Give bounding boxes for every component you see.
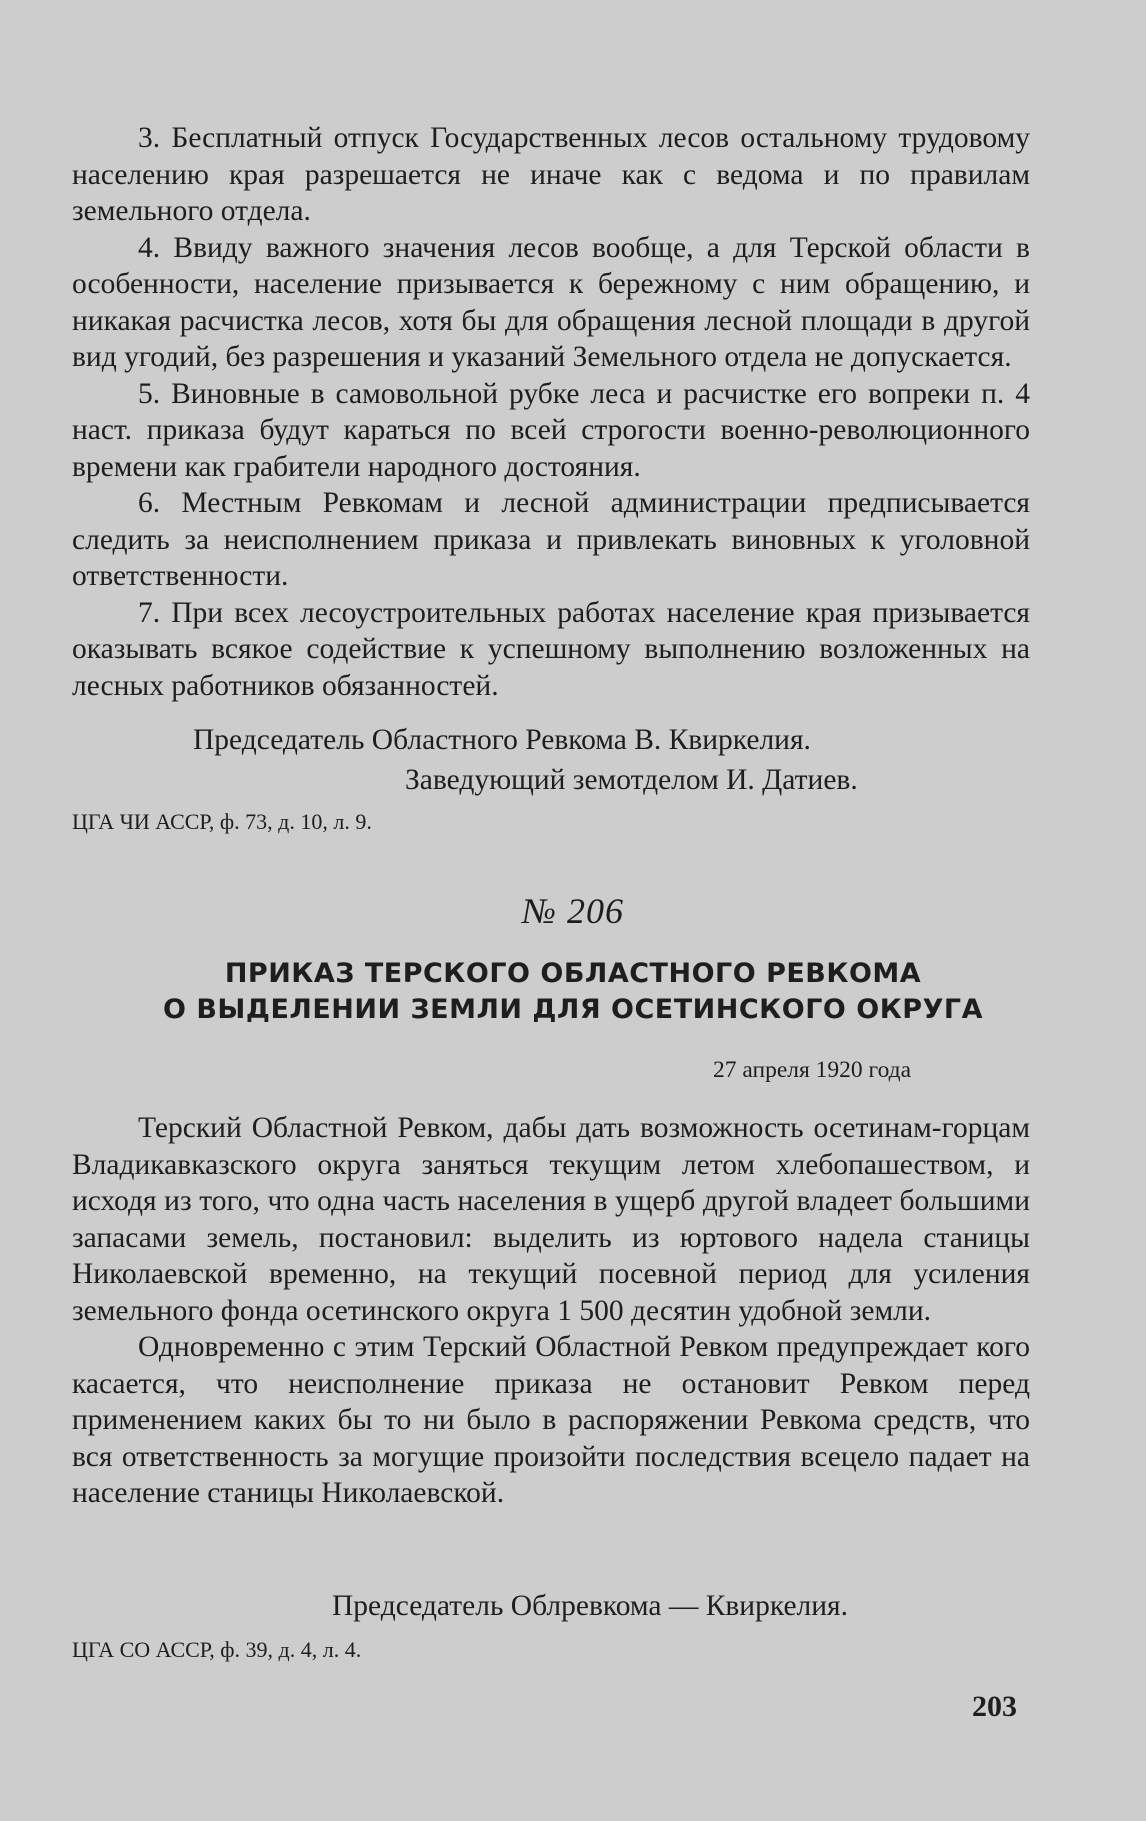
document-title-line-1: ПРИКАЗ ТЕРСКОГО ОБЛАСТНОГО РЕВКОМА <box>224 958 922 989</box>
body-paragraph-1: Терский Областной Ревком, дабы дать возможность осетинам-горцам Владикавказского округа заняться текущим летом хлебопашеством, и исходя из того, что одна часть населения в ущерб другой владеет большими запасами земель, постановил: выделить из юртового надела станицы Николаевской временно, на текущий посевной период для усиления земельного фонда осетинского округа 1 500 десятин удобной земли. <box>72 1112 1030 1327</box>
document-body <box>72 1110 1030 1512</box>
paragraph-6: 6. Местным Ревкомам и лесной администрации предписывается следить за неисполнением приказа и привлекать виновных к уголовной ответственности. <box>72 487 1030 592</box>
page-number: 203 <box>972 1690 1017 1723</box>
paragraph-5: 5. Виновные в самовольной рубке леса и расчистке его вопреки п. 4 наст. приказа будут караться по всей строгости военно-революционного времени как грабители народного достояния. <box>72 377 1030 483</box>
signature-land-department: Заведующий земотделом И. Датиев. <box>405 764 858 796</box>
paragraph-7: 7. При всех лесоустроительных работах население края призывается оказывать всякое содействие к успешному выполнению возложенных на лесных работников обязанностей. <box>72 596 1030 702</box>
paragraph-3: 3. Бесплатный отпуск Государственных лесов остальному трудовому населению края разрешается не иначе как с ведома и по правилам земельного отдела. <box>72 122 1030 227</box>
document-title <box>72 956 1074 1028</box>
archive-reference-2: ЦГА СО АССР, ф. 39, д. 4, л. 4. <box>72 1637 362 1662</box>
body-paragraph-2: Одновременно с этим Терский Областной Ревком предупреждает кого касается, что неисполнение приказа не остановит Ревком перед применением каких бы то ни было в распоряжении Ревкома средств, что вся ответственность за могущие произойти последствия всецело падает на население станицы Николаевской. <box>72 1331 1030 1509</box>
orders-continuation <box>72 120 1030 704</box>
signature-revkom-chairman: Председатель Облревкома — Квиркелия. <box>332 1590 848 1622</box>
document-date: 27 апреля 1920 года <box>713 1057 912 1083</box>
document-title-line-2: О ВЫДЕЛЕНИИ ЗЕМЛИ ДЛЯ ОСЕТИНСКОГО ОКРУГА <box>163 994 983 1025</box>
document-number: № 206 <box>522 891 624 931</box>
signature-chairman: Председатель Областного Ревкома В. Квиркелия. <box>193 724 811 756</box>
archive-reference-1: ЦГА ЧИ АССР, ф. 73, д. 10, л. 9. <box>72 809 372 834</box>
paragraph-4: 4. Ввиду важного значения лесов вообще, а для Терской области в особенности, население призывается к бережному с ним обращению, и никакая расчистка лесов, хотя бы для обращения лесной площади в другой вид угодий, без разрешения и указаний Земельного отдела не допускается. <box>72 231 1030 373</box>
